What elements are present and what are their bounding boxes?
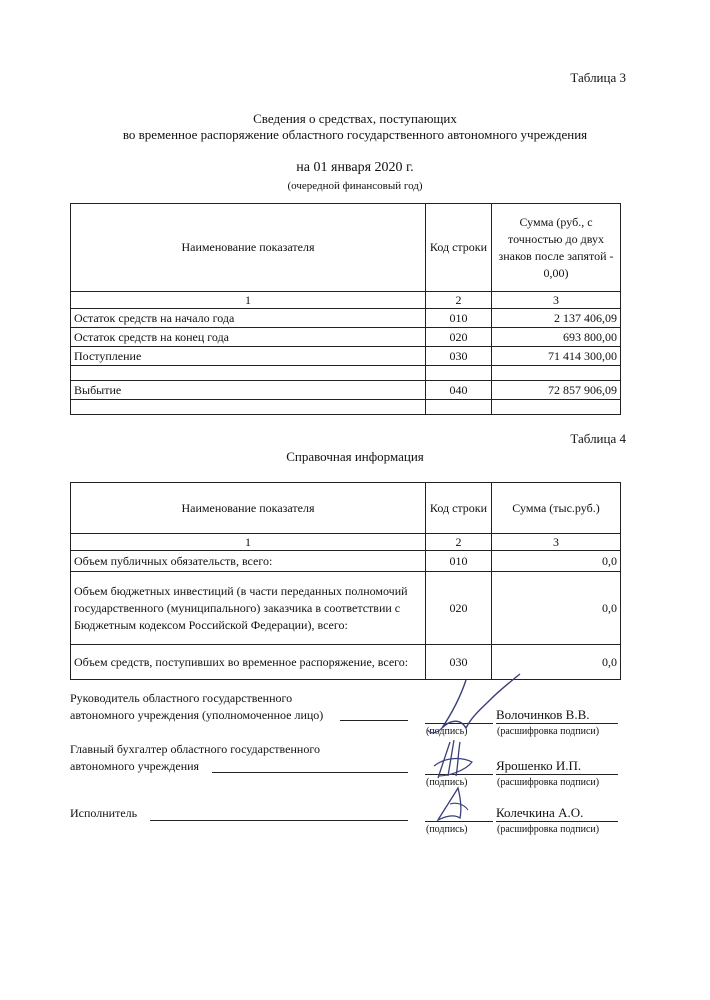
table4-colnum-row <box>71 534 621 551</box>
colnum: 2 <box>426 292 492 309</box>
row-sum: 2 137 406,09 <box>492 309 621 328</box>
row-code <box>426 400 492 415</box>
table-row <box>71 347 621 366</box>
row-name <box>71 366 426 381</box>
colnum: 1 <box>71 534 426 551</box>
accountant-decode-caption: (расшифровка подписи) <box>497 777 600 788</box>
table3-title-line1: Сведения о средствах, поступающих <box>253 111 457 126</box>
director-signature <box>420 668 530 738</box>
row-code: 020 <box>426 328 492 347</box>
table3-title-line2: во временное распоряжение областного государственного автономного учреждения <box>122 127 588 142</box>
row-code: 040 <box>426 381 492 400</box>
row-name: Поступление <box>71 347 426 366</box>
accountant-signature <box>420 736 500 786</box>
colnum: 1 <box>71 292 426 309</box>
executor-signature <box>430 784 490 826</box>
table-row <box>71 366 621 381</box>
row-sum <box>492 400 621 415</box>
row-code: 030 <box>426 645 492 680</box>
header-sum: Сумма (руб., с точностью до двух знаков после запятой - 0,00) <box>492 204 621 292</box>
row-name: Объем средств, поступивших во временное распоряжение, всего: <box>71 645 426 680</box>
director-name: Волочинков В.В. <box>496 707 590 722</box>
executor-name: Колечкина А.О. <box>496 805 584 820</box>
executor-title: Исполнитель <box>70 806 138 820</box>
row-name: Остаток средств на конец года <box>71 328 426 347</box>
row-code: 030 <box>426 347 492 366</box>
header-code: Код строки <box>426 204 492 292</box>
header-code: Код строки <box>426 483 492 534</box>
director-sign-caption: (подпись) <box>426 726 468 737</box>
colnum: 3 <box>492 534 621 551</box>
accountant-title-line1: Главный бухгалтер областного государственного <box>70 742 320 756</box>
row-code: 020 <box>426 572 492 645</box>
table3 <box>70 203 621 415</box>
director-decode-caption: (расшифровка подписи) <box>497 726 600 737</box>
row-sum: 0,0 <box>492 551 621 572</box>
table-row <box>71 551 621 572</box>
director-line-blank <box>340 720 408 721</box>
row-code <box>426 366 492 381</box>
director-title-line1: Руководитель областного государственного <box>70 691 293 705</box>
table-row <box>71 572 621 645</box>
accountant-title-line2: автономного учреждения <box>70 759 200 773</box>
colnum: 3 <box>492 292 621 309</box>
row-code: 010 <box>426 309 492 328</box>
executor-sign-caption: (подпись) <box>426 824 468 835</box>
table-row <box>71 309 621 328</box>
director-title-line2: автономного учреждения (уполномоченное лицо) <box>70 708 324 722</box>
table4-label: Таблица 4 <box>570 431 626 446</box>
row-name: Объем публичных обязательств, всего: <box>71 551 426 572</box>
executor-line-blank <box>150 820 408 821</box>
table3-header-row <box>71 204 621 292</box>
table-row <box>71 328 621 347</box>
table4-title: Справочная информация <box>286 449 424 464</box>
executor-decode-line <box>496 821 618 822</box>
table3-label: Таблица 3 <box>570 70 626 85</box>
row-sum: 693 800,00 <box>492 328 621 347</box>
executor-decode-caption: (расшифровка подписи) <box>497 824 600 835</box>
row-sum: 0,0 <box>492 645 621 680</box>
table-row <box>71 645 621 680</box>
report-date-note: (очередной финансовый год) <box>287 180 423 192</box>
table4-header-row <box>71 483 621 534</box>
row-name: Остаток средств на начало года <box>71 309 426 328</box>
accountant-decode-line <box>496 774 618 775</box>
table-row <box>71 400 621 415</box>
accountant-line-blank <box>212 772 408 773</box>
row-name: Объем бюджетных инвестиций (в части переданных полномочий государственного (муниципального) заказчика в соответствии с Бюджетным кодексом Российской Федерации), всего: <box>71 572 426 645</box>
row-name <box>71 400 426 415</box>
row-sum: 0,0 <box>492 572 621 645</box>
accountant-name: Ярошенко И.П. <box>496 758 582 773</box>
header-sum: Сумма (тыс.руб.) <box>492 483 621 534</box>
header-name: Наименование показателя <box>71 483 426 534</box>
row-sum: 71 414 300,00 <box>492 347 621 366</box>
header-name: Наименование показателя <box>71 204 426 292</box>
table-row <box>71 381 621 400</box>
row-name: Выбытие <box>71 381 426 400</box>
row-sum: 72 857 906,09 <box>492 381 621 400</box>
table4 <box>70 482 621 680</box>
row-code: 010 <box>426 551 492 572</box>
report-date: на 01 января 2020 г. <box>296 160 414 175</box>
table3-colnum-row <box>71 292 621 309</box>
accountant-sign-caption: (подпись) <box>426 777 468 788</box>
colnum: 2 <box>426 534 492 551</box>
row-sum <box>492 366 621 381</box>
